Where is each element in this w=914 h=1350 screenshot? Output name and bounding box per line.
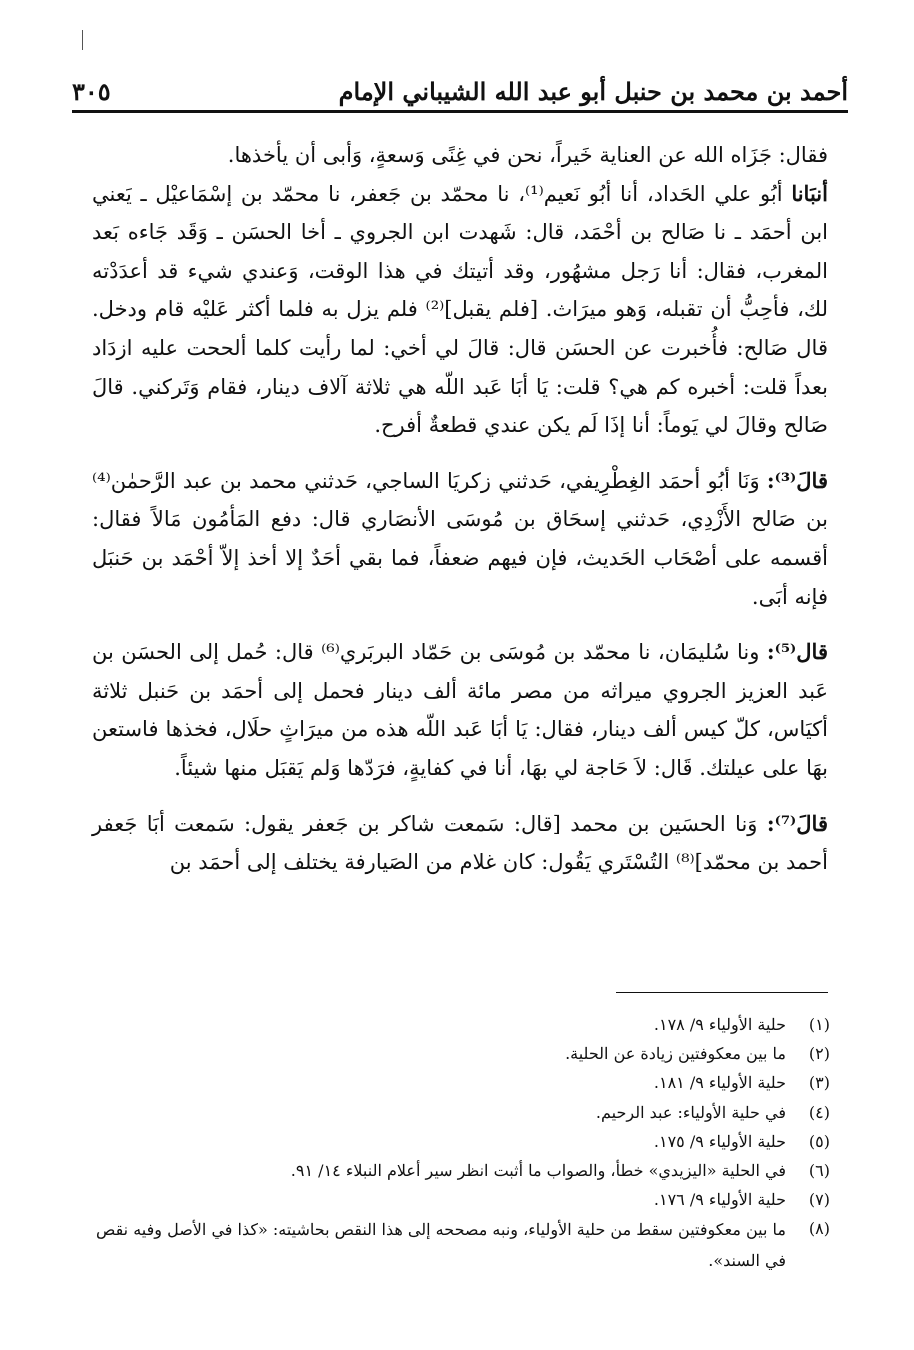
footnote-3	[96, 1068, 830, 1097]
footnote-6	[96, 1156, 830, 1185]
paragraph-5-lead: قالَ⁽⁷⁾:	[766, 810, 828, 836]
footnote-separator	[616, 992, 828, 993]
footnote-4	[96, 1098, 830, 1127]
paragraph-4-text: ونا سُليمَان، نا محمّد بن مُوسَى بن حَمّاد البربَري⁽⁶⁾ قال: حُمل إلى الحسَن بن عَبد العزيز الجروي ميراثه من مصر مائة ألف دينار فحمل إلى أحمَد بن حَنبل ثلاثة أكيَاس، كلّ كيس ألف دينار، فقال: يَا أبَا عَبد اللّه هذه من ميرَاثٍ حلَال، فخذها فاستعن بهَا على عيلتك. قَال: لاَ حَاجة لي بهَا، أنا في كفايةٍ، فرَدّها وَلم يَقبَل منها شيئاً.	[92, 640, 828, 780]
paragraph-3	[92, 462, 828, 616]
footnote-1	[96, 1010, 830, 1039]
paragraph-5-text: وَنا الحسَين بن محمد [قال: سَمعت شاكر بن جَعفر يقول: سَمعت أبَا جَعفر أحمد بن محمّد]⁽⁸⁾ التُسْتَري يَقُول: كان غلام من الصَيارفة يختلف إلى أحمَد بن	[92, 811, 828, 875]
footnote-2	[96, 1039, 830, 1068]
paragraph-2	[92, 175, 828, 445]
paragraph-4	[92, 633, 828, 787]
paragraph-3-lead: قالَ⁽³⁾:	[766, 467, 828, 493]
page-header	[72, 66, 848, 113]
footnote-text: في حلية الأولياء: عبد الرحيم.	[595, 1102, 786, 1122]
footnote-5	[96, 1127, 830, 1156]
paragraph-4-lead: قال⁽⁵⁾:	[766, 639, 828, 665]
main-text	[92, 136, 828, 882]
paragraph-5	[92, 805, 828, 882]
footnote-number: (٦)	[808, 1161, 830, 1181]
footnote-number: (٤)	[808, 1102, 830, 1122]
paragraph-1	[92, 136, 828, 175]
page-number: ٣٠٥	[72, 77, 111, 106]
footnote-text: في الحلية «اليزيدي» خطأ، والصواب ما أثبت انظر سير أعلام النبلاء ١٤/ ٩١.	[290, 1161, 786, 1181]
footnote-text: حلية الأولياء ٩/ ١٧٥.	[653, 1131, 786, 1151]
footnote-text: ما بين معكوفتين سقط من حلية الأولياء، ونبه مصححه إلى هذا النقص بحاشيته: «كذا في الأصل وفيه نقص في السند».	[95, 1220, 786, 1271]
paragraph-1-text: فقال: جَزَاه الله عن العناية خَيراً، نحن في غِنًى وَسعةٍ، وَأبى أن يأخذها.	[227, 143, 828, 167]
footnote-number: (٨)	[808, 1219, 830, 1239]
footnote-text: حلية الأولياء ٩/ ١٧٨.	[653, 1015, 786, 1034]
footnote-number: (٥)	[808, 1131, 830, 1151]
footnote-text: حلية الأولياء ٩/ ١٧٦.	[653, 1190, 786, 1210]
footnote-number: (٣)	[808, 1073, 830, 1093]
footnote-text: حلية الأولياء ٩/ ١٨١.	[653, 1073, 786, 1093]
footnote-8	[96, 1214, 830, 1276]
paragraph-2-lead: أنبَانا	[791, 180, 828, 206]
footnote-7	[96, 1185, 830, 1214]
running-title: أحمد بن محمد بن حنبل أبو عبد الله الشيباني الإمام	[338, 77, 848, 106]
footnote-text: ما بين معكوفتين زيادة عن الحلية.	[565, 1044, 786, 1064]
paragraph-3-text: وَنَا أبُو أحمَد الغِطْرِيفي، حَدثني زكريَا الساجي، حَدثني محمد بن عبد الرَّحمٰن⁽⁴⁾ بن صَالح الأَزْدِي، حَدثني إسحَاق بن مُوسَى الأنصَاري قال: دفع المَأمُون مَالاً فقال: أقسمه على أصْحَاب الحَديث، فإن فيهم ضعفاً، فما بقي أحَدٌ إلا أخذ إلاّ أحْمَد بن حَنبَل فإنه أبَى.	[92, 468, 828, 609]
footnotes-list	[96, 1010, 830, 1276]
scan-edge-mark	[82, 30, 83, 50]
footnote-number: (٢)	[808, 1044, 830, 1064]
footnote-number: (١)	[808, 1015, 830, 1034]
footnote-number: (٧)	[808, 1190, 830, 1210]
paragraph-2-text: أبُو علي الحَداد، أنا أبُو نَعيم⁽¹⁾، نا محمّد بن جَعفر، نا محمّد بن إسْمَاعيْل ـ يَعني ابن أحمَد ـ نا صَالح بن أحْمَد، قال: شَهدت ابن الجروي ـ أخا الحسَن ـ وَقَد جَاءه بَعد المغرب، فقال: أنا رَجل مشهُور، وقد أتيتك في هذا الوقت، وَعندي شيء قد أعدَدْته لك، فأحِبُّ أن تقبله، وَهو ميرَاث. [فلم يقبل]⁽²⁾ فلم يزل به فلما أكثر عَليْه قام ودخل. قال صَالح: فأُخبرت عن الحسَن قال: قالَ لي أخي: لما رأيت كلما ألححت عليه ازدَاد بعداً قلت: أخبره كم هي؟ قلت: يَا أبَا عَبد اللّه هي ثلاثة آلاف دينار، فقام وَتَركني. قالَ صَالح وقالَ لي يَوماً: أنا إذَا لَم يكن عندي قطعةٌ أفرح.	[92, 181, 828, 438]
